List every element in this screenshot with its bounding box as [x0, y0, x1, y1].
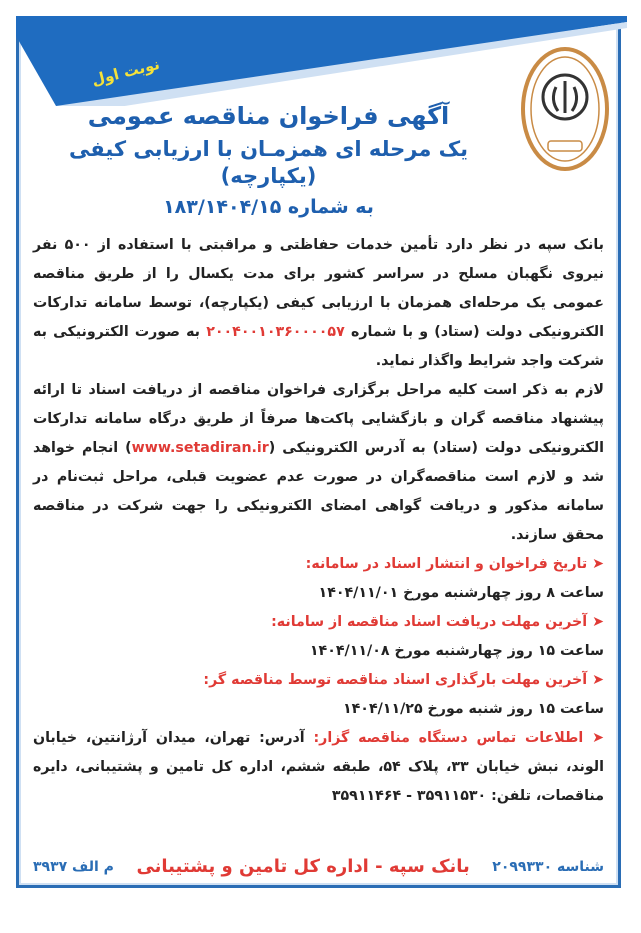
ad-body: [33, 231, 604, 811]
ad-titles: [33, 101, 504, 219]
paragraph-procedure: لازم به ذکر است کلیه مراحل برگزاری فراخوان مناقصه از دریافت اسناد تا ارائه پیشنهاد مناقصه گران و بازگشایی پاکت‌ها صرفاً از طریق درگاه سامانه تدارکات الکترونیکی دولت (ستاد) به آدرس الکترونیکی (www.setadiran.ir) انجام خواهد شد و لازم است مناقصه‌گران در صورت عدم عضویت قبلی، مراحل ثبت‌نام در سامانه مذکور و دریافت گواهی امضای الکترونیکی را جهت شرکت در مناقصه محقق سازند.: [33, 382, 604, 544]
section-text: ساعت ۱۵ روز شنبه مورخ ۱۴۰۴/۱۱/۲۵: [342, 701, 604, 718]
contact-info: ➤ اطلاعات تماس دستگاه مناقصه گزار: آدرس: تهران، میدان آرژانتین، خیابان الوند، نبش خیابان ۳۳، پلاک ۵۴، طبقه ششم، اداره کل تامین و پشتیبانی، دایره مناقصات، تلفن: ۳۵۹۱۱۵۳۰ - ۳۵۹۱۱۴۶۴: [33, 730, 604, 805]
section-text: ساعت ۱۵ روز چهارشنبه مورخ ۱۴۰۴/۱۱/۰۸: [309, 643, 604, 660]
arrow-icon: ➤: [592, 672, 604, 689]
ad-id: شناسه ۲۰۹۹۳۳۰: [492, 858, 604, 875]
ad-frame: [16, 16, 621, 888]
notice-number-badge: نوبت اول: [89, 54, 162, 90]
ad-title: آگهی فراخوان مناقصه عمومی: [87, 102, 450, 130]
section-heading: ➤ آخرین مهلت دریافت اسناد مناقصه از سامانه:: [271, 614, 604, 631]
paragraph-intro: بانک سپه در نظر دارد تأمین خدمات حفاظتی و مراقبتی با استفاده از ۵۰۰ نفر نیروی نگهبان مسلح در سراسر کشور برای مدت یکسال را از طریق مناقصه عمومی یک مرحله‌ای همزمان با ارزیابی کیفی (یکپارچه)، توسط سامانه تدارکات الکترونیکی دولت (ستاد) و با شماره ۲۰۰۴۰۰۱۰۳۶۰۰۰۰۵۷ به صورت الکترونیکی به شرکت واجد شرایط واگذار نماید.: [33, 237, 604, 370]
tender-number: به شماره ۱۸۳/۱۴۰۴/۱۵: [163, 195, 374, 218]
tender-system-number: ۲۰۰۴۰۰۱۰۳۶۰۰۰۰۵۷: [206, 324, 345, 341]
section-heading: ➤ آخرین مهلت بارگذاری اسناد مناقصه توسط مناقصه گر:: [203, 672, 604, 689]
setad-link[interactable]: www.setadiran.ir: [131, 440, 269, 457]
ad-code: م الف ۳۹۳۷: [33, 858, 114, 875]
arrow-icon: ➤: [592, 730, 604, 747]
arrow-icon: ➤: [592, 614, 604, 631]
bank-sepah-logo: [520, 45, 610, 173]
advertiser-name: بانک سپه - اداره کل تامین و پشتیبانی: [136, 856, 470, 877]
section-text: ساعت ۸ روز چهارشنبه مورخ ۱۴۰۴/۱۱/۰۱: [318, 585, 604, 602]
ad-subtitle: یک مرحله ای همزمـان با ارزیابی کیفی (یکپارچه): [68, 137, 469, 189]
arrow-icon: ➤: [592, 556, 604, 573]
section-heading: ➤ تاریخ فراخوان و انتشار اسناد در سامانه:: [305, 556, 604, 573]
ad-footer: [33, 846, 604, 877]
